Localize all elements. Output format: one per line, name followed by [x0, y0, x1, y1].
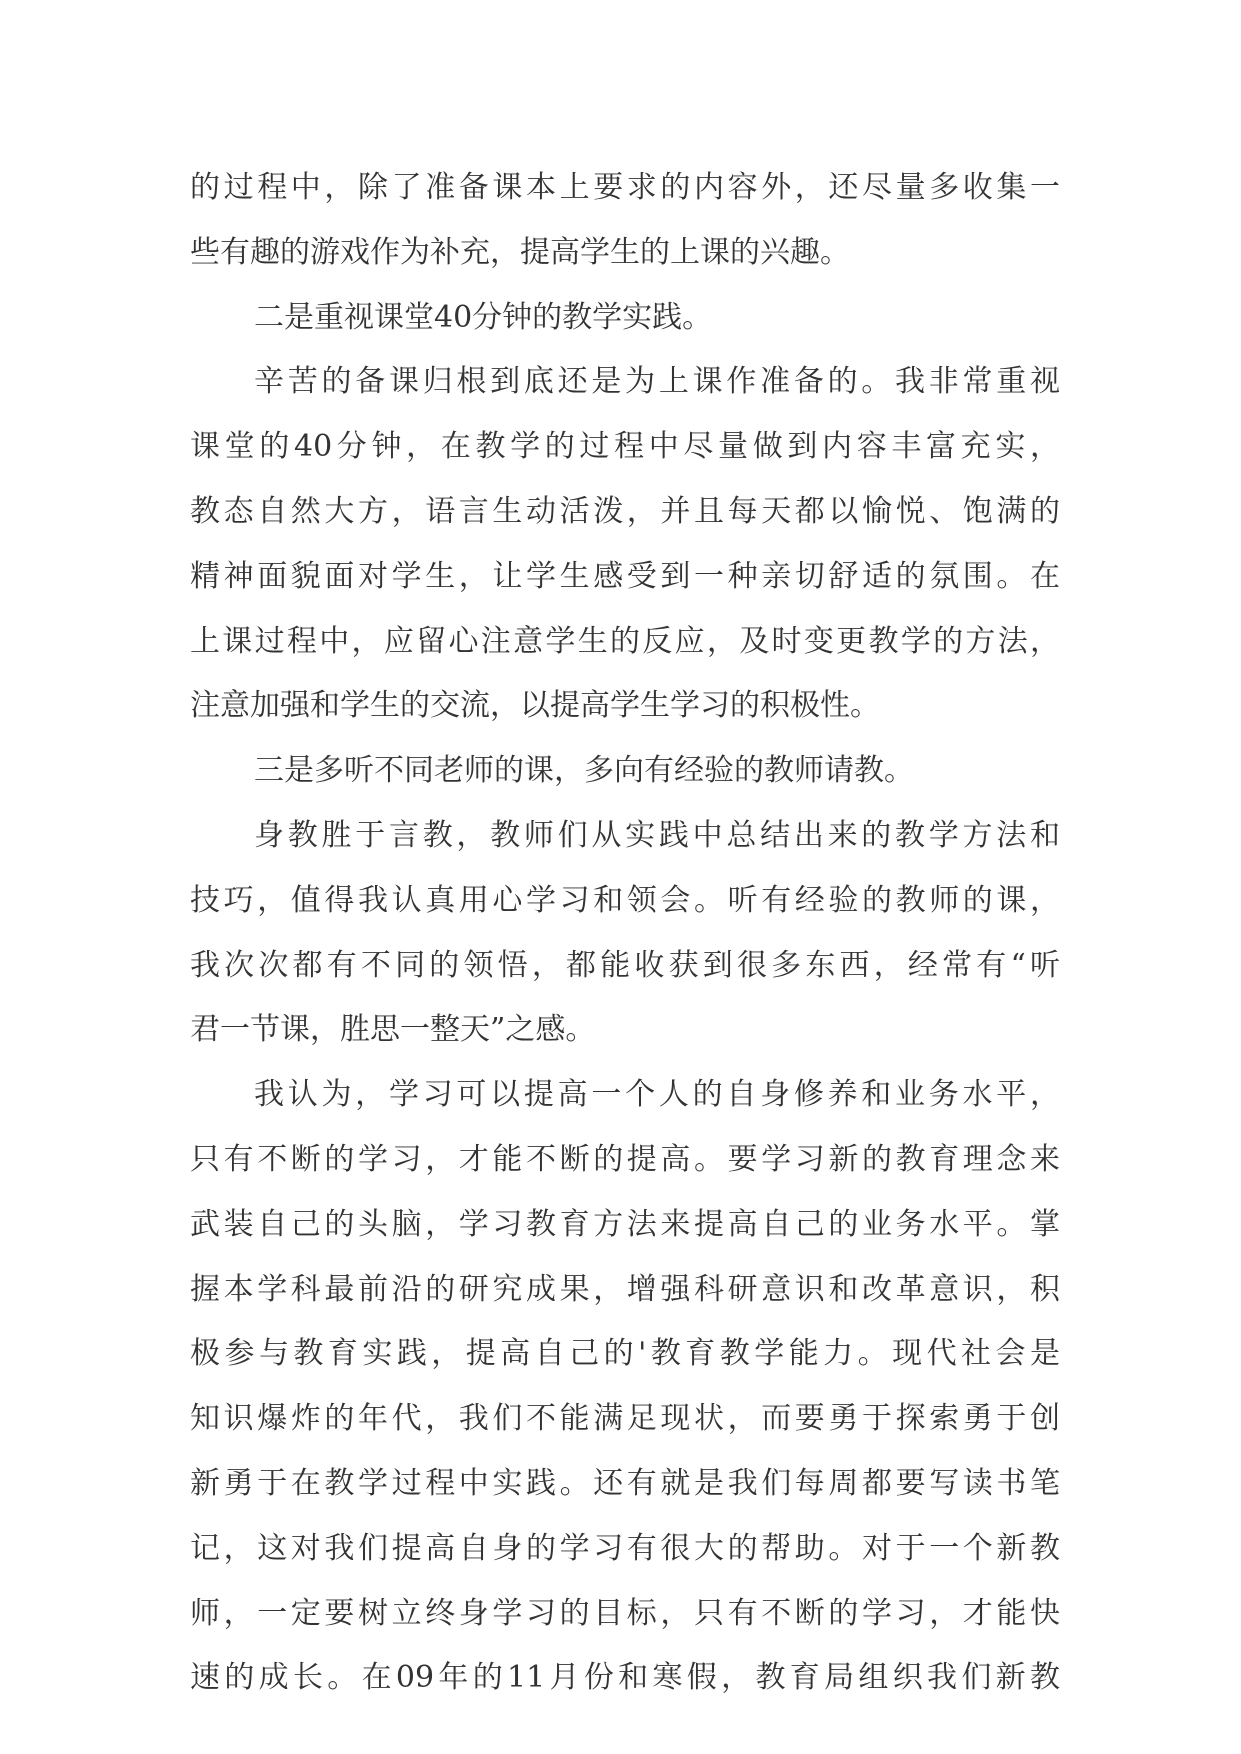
text-line: 新勇于在教学过程中实践。还有就是我们每周都要写读书笔: [190, 1465, 1060, 1501]
text-line: 我次次都有不同的领悟，都能收获到很多东西，经常有“听: [190, 947, 1060, 983]
text-line: 只有不断的学习，才能不断的提高。要学习新的教育理念来: [190, 1141, 1060, 1177]
text-line: 技巧，值得我认真用心学习和领会。听有经验的教师的课，: [190, 882, 1060, 918]
text-line: 速的成长。在09年的11月份和寒假，教育局组织我们新教: [190, 1660, 1060, 1696]
text-line: 极参与教育实践，提高自己的'教育教学能力。现代社会是: [190, 1336, 1060, 1372]
document-body: [190, 156, 1060, 1711]
text-line: 握本学科最前沿的研究成果，增强科研意识和改革意识，积: [190, 1271, 1060, 1307]
text-line: 精神面貌面对学生，让学生感受到一种亲切舒适的氛围。在: [190, 558, 1060, 594]
text-line: 课堂的40分钟，在教学的过程中尽量做到内容丰富充实，: [190, 429, 1060, 465]
text-line: 上课过程中，应留心注意学生的反应，及时变更教学的方法，: [190, 623, 1060, 659]
text-line: 我认为，学习可以提高一个人的自身修养和业务水平，: [254, 1077, 1060, 1113]
text-line: 武装自己的头脑，学习教育方法来提高自己的业务水平。掌: [190, 1206, 1060, 1242]
text-line: 身教胜于言教，教师们从实践中总结出来的教学方法和: [254, 817, 1060, 853]
text-line: 的过程中，除了准备课本上要求的内容外，还尽量多收集一: [190, 170, 1060, 205]
text-line: 知识爆炸的年代，我们不能满足现状，而要勇于探索勇于创: [190, 1401, 1060, 1437]
text-line: 些有趣的游戏作为补充，提高学生的上课的兴趣。: [190, 234, 850, 270]
text-line: 师，一定要树立终身学习的目标，只有不断的学习，才能快: [190, 1595, 1060, 1631]
text-line: 三是多听不同老师的课，多向有经验的教师请教。: [254, 753, 914, 789]
text-line: 二是重视课堂40分钟的教学实践。: [254, 299, 713, 335]
text-line: 辛苦的备课归根到底还是为上课作准备的。我非常重视: [254, 364, 1060, 400]
text-line: 记，这对我们提高自身的学习有很大的帮助。对于一个新教: [190, 1530, 1060, 1566]
text-line: 君一节课，胜思一整天”之感。: [190, 1012, 596, 1048]
text-line: 教态自然大方，语言生动活泼，并且每天都以愉悦、饱满的: [190, 493, 1060, 529]
text-line: 注意加强和学生的交流，以提高学生学习的积极性。: [190, 688, 880, 724]
